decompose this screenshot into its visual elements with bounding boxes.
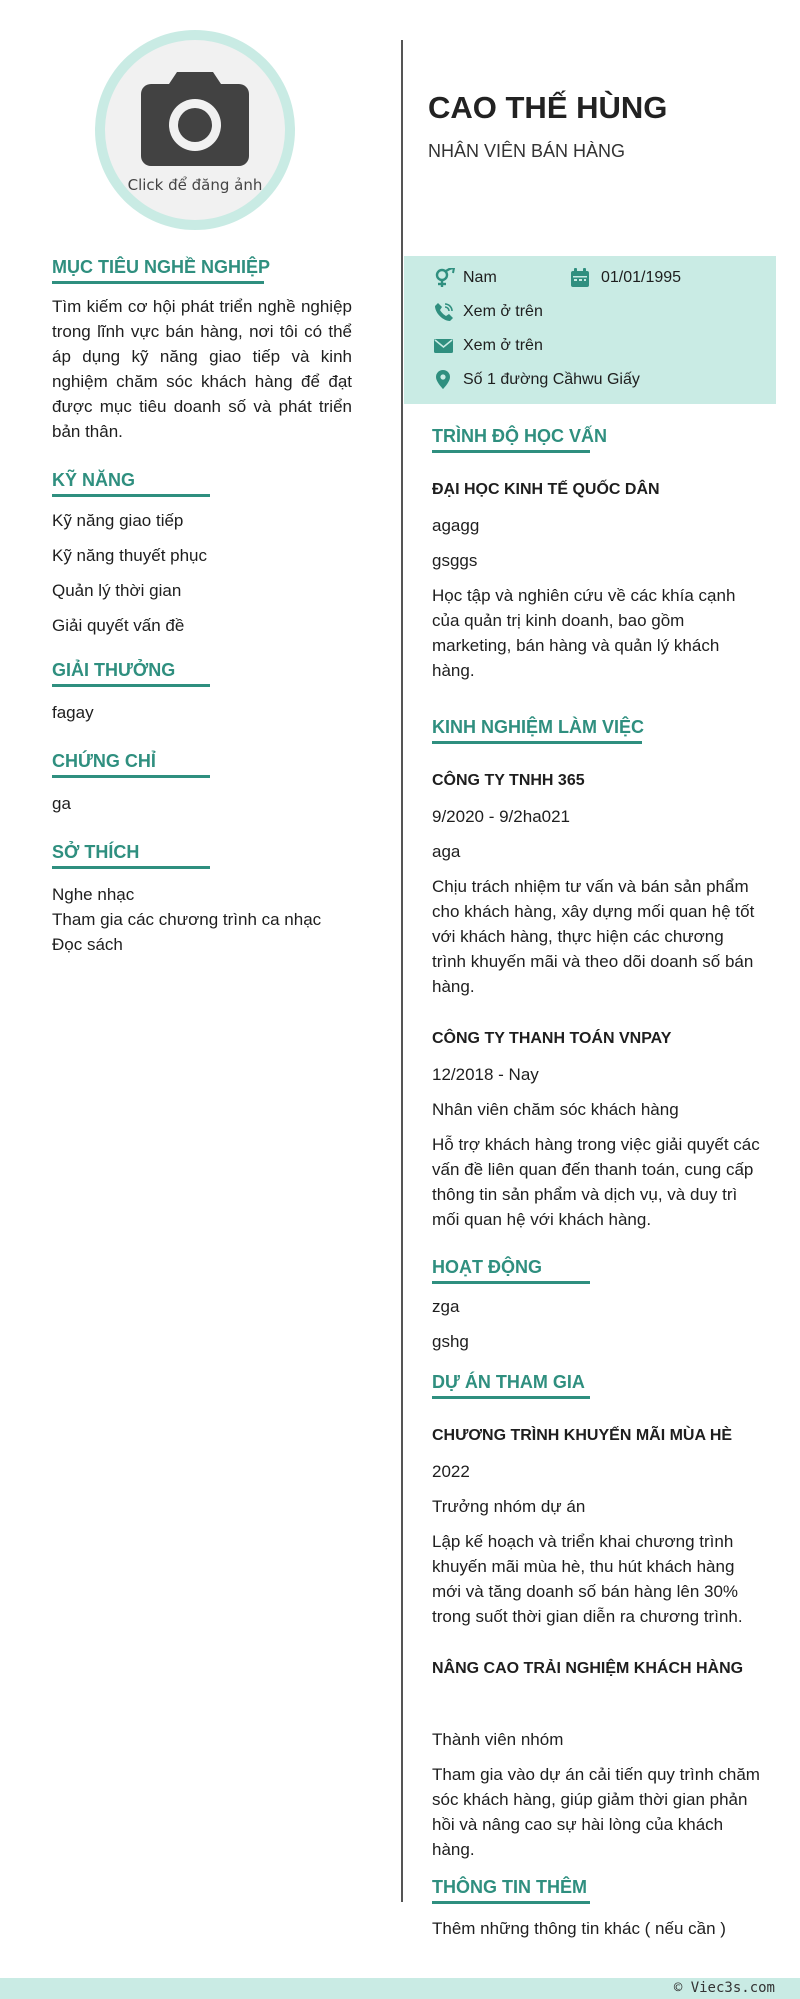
activity-item: zga xyxy=(432,1297,460,1316)
certificate-item: ga xyxy=(52,794,71,813)
certificates-section xyxy=(52,751,352,826)
project-name: NÂNG CAO TRẢI NGHIỆM KHÁCH HÀNG xyxy=(432,1660,744,1677)
skill-item: Kỹ năng thuyết phục xyxy=(52,546,208,565)
hobby-item: Đọc sách xyxy=(52,935,123,954)
experience-time: 12/2018 - Nay xyxy=(432,1065,539,1084)
mail-icon xyxy=(434,336,454,356)
projects-section xyxy=(432,1372,762,1862)
experience-description: Chịu trách nhiệm tư vấn và bán sản phẩm cho khách hàng, xây dựng mối quan hệ tốt với khách hàng, thực hiện các chương trình khuyến mãi và theo dõi doanh số bán hàng. xyxy=(432,877,755,996)
experience-company: CÔNG TY THANH TOÁN VNPAY xyxy=(432,1030,672,1047)
section-title-experience: KINH NGHIỆM LÀM VIỆC xyxy=(432,717,645,737)
hobby-item: Tham gia các chương trình ca nhạc xyxy=(52,910,322,929)
skill-item: Kỹ năng giao tiếp xyxy=(52,511,184,530)
contact-birthday: 01/01/1995 xyxy=(570,266,750,290)
experience-time: 9/2020 - 9/2ha021 xyxy=(432,807,571,826)
project-time xyxy=(432,1692,762,1717)
experience-role: aga xyxy=(432,842,461,861)
section-underline xyxy=(52,281,264,284)
education-time: agagg xyxy=(432,516,480,535)
experience-item xyxy=(432,768,762,999)
project-time: 2022 xyxy=(432,1462,470,1481)
project-role: Thành viên nhóm xyxy=(432,1730,564,1749)
section-title-activities: HOẠT ĐỘNG xyxy=(432,1257,542,1277)
project-name: CHƯƠNG TRÌNH KHUYẾN MÃI MÙA HÈ xyxy=(432,1427,733,1444)
column-divider xyxy=(401,40,403,1902)
education-section xyxy=(432,426,762,683)
objective-section xyxy=(52,257,352,444)
objective-text: Tìm kiếm cơ hội phát triển nghề nghiệp trong lĩnh vực bán hàng, nơi tôi có thể áp dụng kỹ năng giao tiếp và kinh nghiệm chăm sóc khách hàng để đạt được mục tiêu doanh số và phát triển bản thân. xyxy=(52,297,352,441)
skills-section xyxy=(52,470,352,648)
project-description: Tham gia vào dự án cải tiến quy trình chăm sóc khách hàng, giúp giảm thời gian phản hồi và nâng cao sự hài lòng của khách hàng. xyxy=(432,1765,760,1859)
section-title-certificates: CHỨNG CHỈ xyxy=(52,751,156,771)
section-underline xyxy=(52,684,210,687)
experience-item xyxy=(432,1026,762,1232)
section-title-hobbies: SỞ THÍCH xyxy=(52,842,140,862)
avatar-caption: Click để đăng ảnh xyxy=(127,176,263,194)
skill-item: Giải quyết vấn đề xyxy=(52,616,185,635)
phone-icon xyxy=(434,302,454,322)
section-title-skills: KỸ NĂNG xyxy=(52,470,136,490)
project-item xyxy=(432,1423,762,1629)
education-school: ĐẠI HỌC KINH TẾ QUỐC DÂN xyxy=(432,481,660,498)
location-icon xyxy=(434,370,454,390)
section-title-extra: THÔNG TIN THÊM xyxy=(432,1877,587,1897)
experience-description: Hỗ trợ khách hàng trong việc giải quyết các vấn đề liên quan đến thanh toán, cung cấp thông tin sản phẩm và dịch vụ, và duy trì mối quan hệ với khách hàng. xyxy=(432,1135,760,1229)
hobbies-section xyxy=(52,842,352,957)
contact-gender: Nam xyxy=(434,266,564,290)
gender-icon xyxy=(434,268,456,288)
section-underline xyxy=(432,1281,590,1284)
project-description: Lập kế hoạch và triển khai chương trình khuyến mãi mùa hè, thu hút khách hàng mới và tăng doanh số bán hàng lên 30% trong suốt thời gian diễn ra chương trình. xyxy=(432,1532,743,1626)
section-underline xyxy=(432,450,590,453)
camera-icon xyxy=(141,70,249,166)
award-item: fagay xyxy=(52,703,94,722)
awards-section xyxy=(52,660,352,735)
section-title-awards: GIẢI THƯỞNG xyxy=(52,660,176,680)
activities-section xyxy=(432,1257,762,1364)
experience-role: Nhân viên chăm sóc khách hàng xyxy=(432,1100,679,1119)
candidate-name: CAO THẾ HÙNG xyxy=(428,90,668,125)
contact-panel xyxy=(404,256,776,404)
section-title-education: TRÌNH ĐỘ HỌC VẤN xyxy=(432,426,607,446)
section-underline xyxy=(52,775,210,778)
section-underline xyxy=(52,866,210,869)
contact-phone: Xem ở trên xyxy=(434,300,734,324)
section-underline xyxy=(432,1901,590,1904)
extra-section xyxy=(432,1877,762,1941)
section-title-projects: DỰ ÁN THAM GIA xyxy=(432,1372,585,1392)
footer-bar xyxy=(0,1978,800,1999)
calendar-icon xyxy=(570,268,590,288)
candidate-position: NHÂN VIÊN BÁN HÀNG xyxy=(428,141,626,161)
education-description: Học tập và nghiên cứu về các khía cạnh của quản trị kinh doanh, bao gồm marketing, bán hàng và quản lý khách hàng. xyxy=(432,586,736,680)
section-underline xyxy=(432,1396,590,1399)
project-role: Trưởng nhóm dự án xyxy=(432,1497,586,1516)
skill-item: Quản lý thời gian xyxy=(52,581,182,600)
section-title-objective: MỤC TIÊU NGHỀ NGHIỆP xyxy=(52,257,271,277)
experience-section xyxy=(432,717,762,1232)
section-underline xyxy=(432,741,642,744)
hobby-item: Nghe nhạc xyxy=(52,885,135,904)
contact-email: Xem ở trên xyxy=(434,334,734,358)
project-item xyxy=(432,1656,762,1862)
activity-item: gshg xyxy=(432,1332,469,1351)
experience-company: CÔNG TY TNHH 365 xyxy=(432,772,585,789)
contact-address: Số 1 đường Cầhwu Giấy xyxy=(434,368,764,392)
footer-credit[interactable]: © Viec3s.com xyxy=(673,1980,775,1996)
avatar-upload-area[interactable] xyxy=(105,40,285,220)
avatar[interactable] xyxy=(95,30,295,230)
section-underline xyxy=(52,494,210,497)
education-major: gsggs xyxy=(432,551,478,570)
extra-text: Thêm những thông tin khác ( nếu cần ) xyxy=(432,1919,726,1938)
